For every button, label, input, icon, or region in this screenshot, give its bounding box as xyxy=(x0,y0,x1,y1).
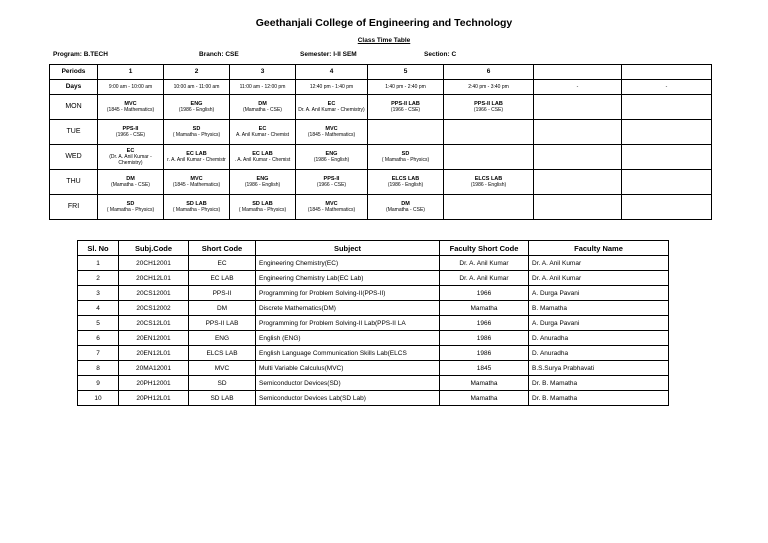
table-cell: Dr. B. Mamatha xyxy=(529,376,669,391)
course-faculty: (1966 - CSE) xyxy=(115,132,146,138)
table-cell: Mamatha xyxy=(440,391,529,406)
table-cell: DM xyxy=(189,301,256,316)
day-label: WED xyxy=(50,145,98,170)
course-code: DM xyxy=(126,176,135,182)
course-faculty: (Mamatha - CSE) xyxy=(386,207,425,213)
course-faculty: (Mamatha - CSE) xyxy=(243,107,282,113)
course-code: EC xyxy=(258,126,267,132)
table-cell: Semiconductor Devices Lab(SD Lab) xyxy=(256,391,440,406)
table-cell: Dr. A. Anil Kumar xyxy=(440,271,529,286)
course-code: SD xyxy=(401,151,410,157)
course-code: DM xyxy=(401,201,410,207)
timetable-cell xyxy=(230,95,296,120)
table-cell: Multi Variable Calculus(MVC) xyxy=(256,361,440,376)
period-time: 11:00 am - 12:00 pm xyxy=(230,80,296,95)
course-code: PPS-II LAB xyxy=(391,101,420,107)
table-cell: Semiconductor Devices(SD) xyxy=(256,376,440,391)
period-time: - xyxy=(622,80,712,95)
timetable-cell xyxy=(164,195,230,220)
period-time: 1:40 pm - 2:40 pm xyxy=(368,80,444,95)
course-faculty: ( Mamatha - Physics) xyxy=(172,207,221,213)
period-time: 10:00 am - 11:00 am xyxy=(164,80,230,95)
table-cell: English (ENG) xyxy=(256,331,440,346)
period-time: - xyxy=(534,80,622,95)
course-faculty: r. A. Anil Kumar - Chemistr xyxy=(167,157,226,163)
course-code: MVC xyxy=(190,176,203,182)
course-faculty: (1845 - Mathematics) xyxy=(106,107,155,113)
table-cell: 20CS12L01 xyxy=(119,316,189,331)
timetable-cell xyxy=(164,170,230,195)
table-cell: 4 xyxy=(78,301,119,316)
course-code: MVC xyxy=(325,201,338,207)
timetable-cell xyxy=(444,145,534,170)
day-row xyxy=(50,145,712,170)
table-row xyxy=(78,301,669,316)
course-faculty: (1986 - English) xyxy=(387,182,424,188)
table-cell: Engineering Chemistry(EC) xyxy=(256,256,440,271)
course-faculty: (Dr. A. Anil Kumar - Chemistry) xyxy=(109,154,152,166)
timetable-cell xyxy=(98,195,164,220)
timetable-cell xyxy=(368,195,444,220)
table-cell: Mamatha xyxy=(440,301,529,316)
table-cell: Dr. A. Anil Kumar xyxy=(440,256,529,271)
table-cell: 20PH12001 xyxy=(119,376,189,391)
program-label: Program: B.TECH xyxy=(53,51,108,58)
timetable-cell xyxy=(296,145,368,170)
table-cell: SD LAB xyxy=(189,391,256,406)
timetable-cell xyxy=(98,145,164,170)
timetable-cell xyxy=(622,195,712,220)
timetable-cell xyxy=(98,120,164,145)
day-label: TUE xyxy=(50,120,98,145)
day-row xyxy=(50,95,712,120)
course-faculty: (1966 - CSE) xyxy=(316,182,347,188)
table-cell: 20CH12L01 xyxy=(119,271,189,286)
table-cell: Dr. A. Anil Kumar xyxy=(529,256,669,271)
table-cell: D. Anuradha xyxy=(529,331,669,346)
timetable-cell xyxy=(230,170,296,195)
section-label: Section: C xyxy=(424,51,457,58)
period-time: 12:40 pm - 1:40 pm xyxy=(296,80,368,95)
table-cell: 20EN12L01 xyxy=(119,346,189,361)
course-faculty: (1845 - Mathematics) xyxy=(307,132,356,138)
timetable-cell xyxy=(534,120,622,145)
semester-label: Semester: I-II SEM xyxy=(300,51,357,58)
table-cell: Engineering Chemistry Lab(EC Lab) xyxy=(256,271,440,286)
table-cell: 1986 xyxy=(440,346,529,361)
course-code: PPS-II LAB xyxy=(474,101,503,107)
column-header: Faculty Short Code xyxy=(440,241,529,256)
days-label: Days xyxy=(50,80,98,95)
course-code: SD LAB xyxy=(186,201,207,207)
timetable-cell xyxy=(622,145,712,170)
table-cell: Mamatha xyxy=(440,376,529,391)
course-code: DM xyxy=(258,101,267,107)
course-code: ENG xyxy=(325,151,338,157)
table-cell: B.S.Surya Prabhavati xyxy=(529,361,669,376)
table-cell: 20EN12001 xyxy=(119,331,189,346)
table-cell: 20PH12L01 xyxy=(119,391,189,406)
course-faculty: ( Mamatha - Physics) xyxy=(381,157,430,163)
timetable-cell xyxy=(296,195,368,220)
table-cell: Discrete Mathematics(DM) xyxy=(256,301,440,316)
timetable-cell xyxy=(296,95,368,120)
column-header: Faculty Name xyxy=(529,241,669,256)
table-cell: Programming for Problem Solving-II(PPS-II) xyxy=(256,286,440,301)
table-cell: 2 xyxy=(78,271,119,286)
period-number xyxy=(534,65,622,80)
course-faculty: ( Mamatha - Physics) xyxy=(238,207,287,213)
period-number: 2 xyxy=(164,65,230,80)
course-faculty: (1986 - English) xyxy=(244,182,281,188)
table-cell: 1966 xyxy=(440,316,529,331)
periods-row xyxy=(50,65,712,80)
course-faculty: (1966 - CSE) xyxy=(473,107,504,113)
course-code: ENG xyxy=(190,101,203,107)
table-cell: 1845 xyxy=(440,361,529,376)
timetable-cell xyxy=(534,195,622,220)
course-code: MVC xyxy=(325,126,338,132)
period-number: 4 xyxy=(296,65,368,80)
period-time: 2:40 pm - 3:40 pm xyxy=(444,80,534,95)
timetable-cell xyxy=(230,145,296,170)
timetable-subtitle: Class Time Table xyxy=(357,37,411,44)
timetable-cell xyxy=(98,170,164,195)
course-code: EC LAB xyxy=(252,151,273,157)
table-cell: ENG xyxy=(189,331,256,346)
period-number: 1 xyxy=(98,65,164,80)
timetable-cell xyxy=(98,95,164,120)
course-faculty: (Mamatha - CSE) xyxy=(111,182,150,188)
course-code: EC LAB xyxy=(186,151,207,157)
timetable-cell xyxy=(534,95,622,120)
timetable-cell xyxy=(296,120,368,145)
table-cell: 6 xyxy=(78,331,119,346)
table-cell: 5 xyxy=(78,316,119,331)
table-cell: EC LAB xyxy=(189,271,256,286)
timetable-cell xyxy=(444,195,534,220)
course-code: ELCS LAB xyxy=(391,176,420,182)
table-row xyxy=(78,316,669,331)
table-cell: A. Durga Pavani xyxy=(529,286,669,301)
table-row xyxy=(78,346,669,361)
timetable-cell xyxy=(534,145,622,170)
day-row xyxy=(50,120,712,145)
course-code: SD xyxy=(192,126,201,132)
table-row xyxy=(78,271,669,286)
course-code: MVC xyxy=(124,101,137,107)
period-number xyxy=(622,65,712,80)
table-cell: Dr. B. Mamatha xyxy=(529,391,669,406)
column-header: Subject xyxy=(256,241,440,256)
table-cell: 20CH12001 xyxy=(119,256,189,271)
college-title: Geethanjali College of Engineering and Technology xyxy=(255,17,513,29)
course-code: SD xyxy=(126,201,135,207)
day-label: THU xyxy=(50,170,98,195)
table-row xyxy=(78,376,669,391)
table-cell: 20CS12002 xyxy=(119,301,189,316)
timetable-cell xyxy=(534,170,622,195)
table-cell: PPS-II LAB xyxy=(189,316,256,331)
timetable-cell xyxy=(444,95,534,120)
column-header: Short Code xyxy=(189,241,256,256)
table-cell: MVC xyxy=(189,361,256,376)
period-number: 6 xyxy=(444,65,534,80)
subjects-header-row xyxy=(78,241,669,256)
timetable-cell xyxy=(622,95,712,120)
period-number: 5 xyxy=(368,65,444,80)
timetable-cell xyxy=(230,195,296,220)
subjects-table xyxy=(77,240,669,406)
course-code: ELCS LAB xyxy=(474,176,503,182)
periods-label: Periods xyxy=(50,65,98,80)
table-cell: SD xyxy=(189,376,256,391)
period-number: 3 xyxy=(230,65,296,80)
branch-label: Branch: CSE xyxy=(199,51,239,58)
timetable-cell xyxy=(368,145,444,170)
timetable-cell xyxy=(368,170,444,195)
timetable-cell xyxy=(444,170,534,195)
table-row xyxy=(78,256,669,271)
table-cell: A. Durga Pavani xyxy=(529,316,669,331)
table-cell: Dr. A. Anil Kumar xyxy=(529,271,669,286)
table-cell: 20CS12001 xyxy=(119,286,189,301)
course-faculty: (1986 - English) xyxy=(178,107,215,113)
course-faculty: (1986 - English) xyxy=(470,182,507,188)
course-faculty: (1986 - English) xyxy=(313,157,350,163)
table-cell: EC xyxy=(189,256,256,271)
table-row xyxy=(78,391,669,406)
table-cell: 9 xyxy=(78,376,119,391)
table-cell: 10 xyxy=(78,391,119,406)
table-cell: 1 xyxy=(78,256,119,271)
table-cell: 1986 xyxy=(440,331,529,346)
day-row xyxy=(50,170,712,195)
day-label: MON xyxy=(50,95,98,120)
table-cell: PPS-II xyxy=(189,286,256,301)
course-faculty: Dr. A. Anil Kumar - Chemistry) xyxy=(298,107,365,113)
table-row xyxy=(78,361,669,376)
timetable-cell xyxy=(164,120,230,145)
table-cell: English Language Communication Skills Lab(ELCS xyxy=(256,346,440,361)
times-row xyxy=(50,80,712,95)
timetable-cell xyxy=(368,95,444,120)
timetable-cell xyxy=(622,170,712,195)
timetable-cell xyxy=(164,95,230,120)
table-cell: Programming for Problem Solving-II Lab(PPS-II LA xyxy=(256,316,440,331)
course-code: EC xyxy=(327,101,336,107)
course-code: SD LAB xyxy=(252,201,273,207)
column-header: Subj.Code xyxy=(119,241,189,256)
class-timetable xyxy=(49,64,712,220)
day-row xyxy=(50,195,712,220)
table-cell: ELCS LAB xyxy=(189,346,256,361)
course-faculty: . A. Anil Kumar - Chemist xyxy=(234,157,291,163)
table-cell: 8 xyxy=(78,361,119,376)
timetable-cell xyxy=(230,120,296,145)
course-faculty: ( Mamatha - Physics) xyxy=(106,207,155,213)
column-header: Sl. No xyxy=(78,241,119,256)
course-code: PPS-II xyxy=(323,176,340,182)
course-faculty: (1845 - Mathematics) xyxy=(307,207,356,213)
timetable-cell xyxy=(444,120,534,145)
table-cell: 3 xyxy=(78,286,119,301)
timetable-cell xyxy=(296,170,368,195)
table-cell: 20MA12001 xyxy=(119,361,189,376)
course-faculty: A. Anil Kumar - Chemist xyxy=(235,132,290,138)
timetable-cell xyxy=(164,145,230,170)
table-row xyxy=(78,331,669,346)
table-cell: 1966 xyxy=(440,286,529,301)
timetable-cell xyxy=(368,120,444,145)
table-cell: B. Mamatha xyxy=(529,301,669,316)
course-code: PPS-II xyxy=(122,126,139,132)
table-row xyxy=(78,286,669,301)
course-faculty: (1845 - Mathematics) xyxy=(172,182,221,188)
course-faculty: ( Mamatha - Physics) xyxy=(172,132,221,138)
day-label: FRI xyxy=(50,195,98,220)
table-cell: D. Anuradha xyxy=(529,346,669,361)
table-cell: 7 xyxy=(78,346,119,361)
course-faculty: (1966 - CSE) xyxy=(390,107,421,113)
course-code: EC xyxy=(126,148,135,154)
timetable-cell xyxy=(622,120,712,145)
course-code: ENG xyxy=(256,176,269,182)
period-time: 9:00 am - 10:00 am xyxy=(98,80,164,95)
